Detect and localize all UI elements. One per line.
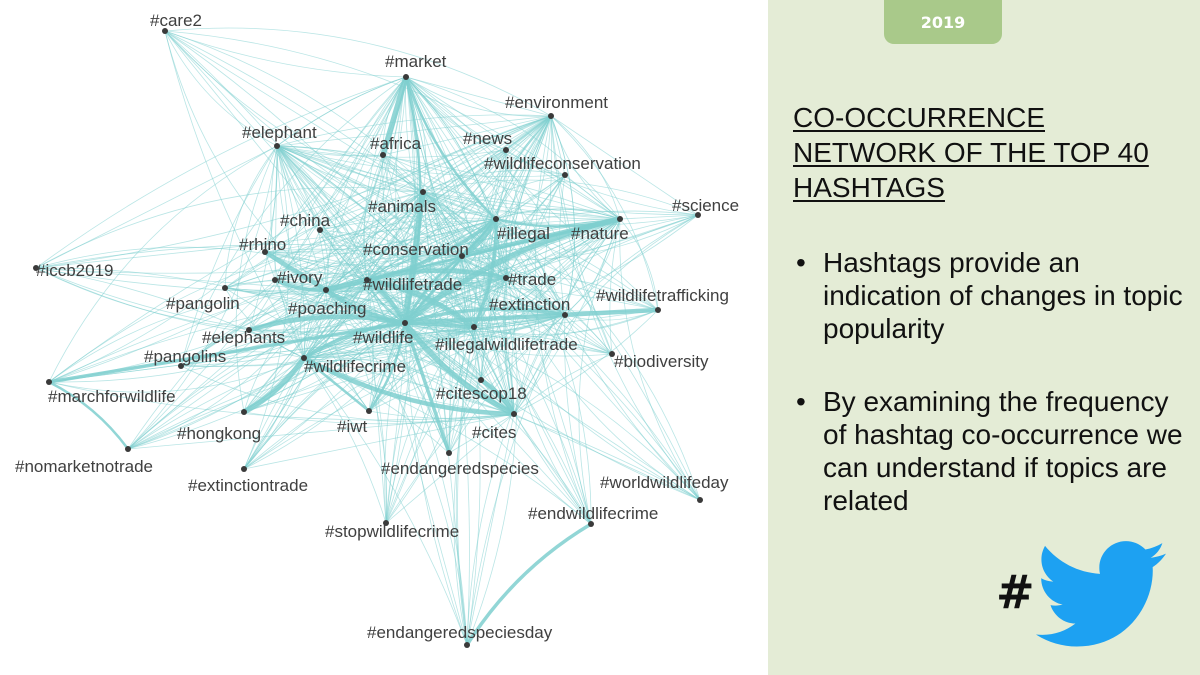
network-edge [236,146,277,412]
bullet-text: Hashtags provide an indication of changes in topic popularity [823,247,1183,344]
network-label-science: #science [672,196,740,215]
network-node-environment [548,113,554,119]
network-label-extinctiontrade: #extinctiontrade [188,476,309,495]
twitter-bird-icon [1036,540,1166,650]
year-badge: 2019 [884,0,1002,44]
network-label-trade: #trade [508,270,557,289]
bullet-list [788,246,1188,557]
network-label-nomarketnotrade: #nomarketnotrade [15,457,153,476]
network-node-market [403,74,409,80]
hashtag-symbol: # [996,565,1035,619]
network-label-care2: #care2 [150,11,202,30]
bullet-dot: • [796,386,806,417]
network-node-hongkong [241,409,247,415]
network-node-endangeredspeciesday [464,642,470,648]
network-node-nomarketnotrade [125,446,131,452]
network-label-iccb2019: #iccb2019 [36,261,114,280]
network-node-marchforwildlife [46,379,52,385]
network-label-endangeredspecies: #endangeredspecies [381,459,539,478]
network-node-animals [420,189,426,195]
network-label-extinction: #extinction [489,295,571,314]
network-label-citescop18: #citescop18 [436,384,527,403]
network-label-pangolins: #pangolins [144,347,227,366]
network-label-nature: #nature [571,224,629,243]
network-node-cites [511,411,517,417]
network-label-wildlifetrafficking: #wildlifetrafficking [596,286,729,305]
network-label-news: #news [463,129,513,148]
network-label-ivory: #ivory [277,268,323,287]
network-label-illegalwildlifetrade: #illegalwildlifetrade [435,335,578,354]
network-label-africa: #africa [370,134,422,153]
network-label-illegal: #illegal [497,224,550,243]
network-node-endangeredspecies [446,450,452,456]
panel-title-line-3: HASHTAGS [793,172,945,203]
network-node-citescop18 [478,377,484,383]
network-label-endangeredspeciesday: #endangeredspeciesday [367,623,553,642]
network-label-hongkong: #hongkong [177,424,262,443]
network-label-wildlifetrade: #wildlifetrade [363,275,463,294]
network-label-wildlife: #wildlife [353,328,414,347]
bullet-text: By examining the frequency of hashtag co-occurrence we can understand if topics are related [823,386,1183,516]
bullet-dot: • [796,247,806,278]
panel-title [793,100,1193,205]
network-label-stopwildlifecrime: #stopwildlifecrime [325,522,460,541]
network-node-poaching [323,287,329,293]
network-node-wildlifetrafficking [655,307,661,313]
network-node-illegal [493,216,499,222]
network-label-wildlifeconservation: #wildlifeconservation [484,154,641,173]
network-node-extinctiontrade [241,466,247,472]
network-label-market: #market [385,52,447,71]
network-node-pangolin [222,285,228,291]
panel-title-line-2: NETWORK OF THE TOP 40 [793,137,1149,168]
network-label-worldwildlifeday: #worldwildlifeday [600,473,729,492]
network-label-wildlifecrime: #wildlifecrime [304,357,407,376]
network-label-iwt: #iwt [337,417,368,436]
network-node-nature [617,216,623,222]
network-label-marchforwildlife: #marchforwildlife [48,387,176,406]
network-label-elephants: #elephants [202,328,286,347]
bullet-item [788,385,1188,517]
panel-title-line-1: CO-OCCURRENCE [793,102,1045,133]
network-label-conservation: #conservation [363,240,469,259]
network-label-endwildlifecrime: #endwildlifecrime [528,504,659,523]
network-label-biodiversity: #biodiversity [614,352,709,371]
bullet-item [788,246,1188,345]
info-panel [768,0,1200,675]
network-label-cites: #cites [472,423,517,442]
network-node-elephant [274,143,280,149]
network-node-iwt [366,408,372,414]
network-label-environment: #environment [505,93,609,112]
network-label-elephant: #elephant [242,123,317,142]
network-node-worldwildlifeday [697,497,703,503]
network-node-illegalwildlifetrade [471,324,477,330]
network-label-pangolin: #pangolin [166,294,240,313]
network-node-wildlife [402,320,408,326]
network-label-rhino: #rhino [239,235,287,254]
network-label-animals: #animals [368,197,437,216]
network-label-china: #china [280,211,331,230]
network-label-poaching: #poaching [288,299,367,318]
